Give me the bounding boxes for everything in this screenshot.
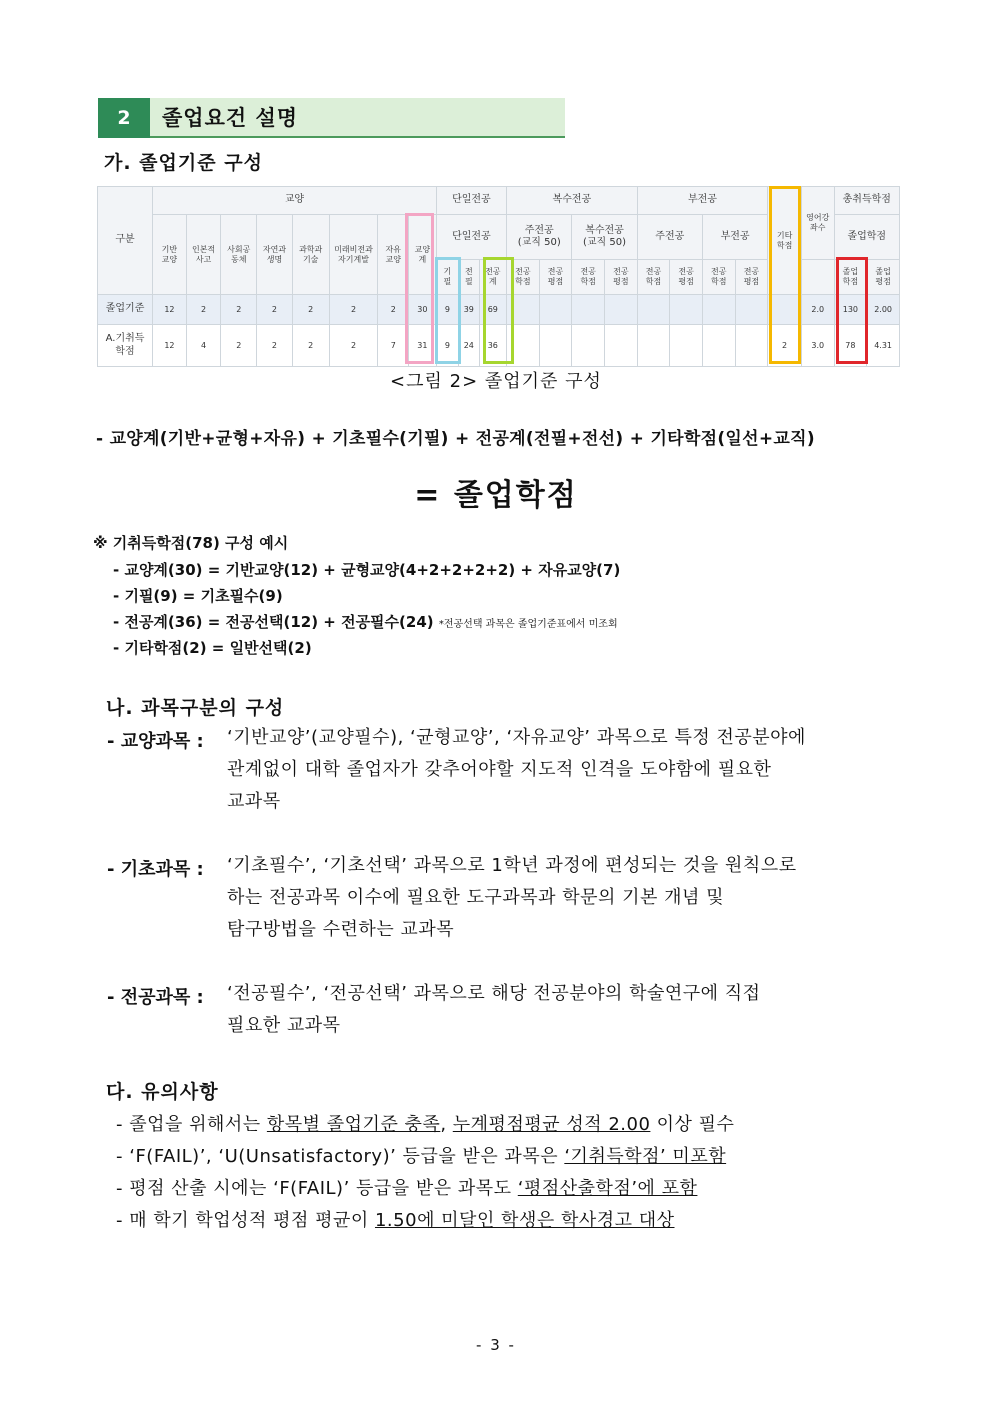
col-boksu-ju: 주전공 (교직 50) [507, 215, 572, 260]
table-cell [670, 295, 703, 325]
example-line-text: - 전공계(36) = 전공선택(12) + 전공필수(24) [113, 613, 434, 631]
example-line [113, 611, 618, 632]
table-cell: 24 [459, 325, 479, 367]
definition-line: ‘전공필수’, ‘전공선택’ 과목으로 해당 전공분야의 학술연구에 직접 [227, 983, 761, 1004]
table-cell: 7 [378, 325, 409, 367]
table-cell [572, 325, 605, 367]
header-gita: 기타 학점 [768, 187, 802, 295]
subsection-b-title: 나. 과목구분의 구성 [106, 697, 285, 719]
table-cell: 69 [479, 295, 507, 325]
caution-text: - 매 학기 학업성적 평점 평균이 [116, 1210, 375, 1231]
table-cell [605, 295, 638, 325]
definition-body [227, 850, 887, 946]
example-line: - 기필(9) = 기초필수(9) [113, 587, 283, 605]
definition-body [227, 978, 887, 1042]
definition-line: 교과목 [227, 791, 281, 812]
table-cell: 9 [436, 325, 458, 367]
table-cell: 130 [834, 295, 867, 325]
col-graduation-credit-sub: 졸업 학점 [834, 260, 867, 295]
col-major-gpa: 전공 평점 [605, 260, 638, 295]
col-english-blank [801, 260, 834, 295]
subsection-a-title: 가. 졸업기준 구성 [104, 152, 263, 174]
table-cell: 2 [329, 295, 378, 325]
col-gibangyoyang: 기반 교양 [153, 215, 187, 295]
caution-text: - 졸업을 위해서는 [116, 1114, 267, 1135]
example-title: ※ 기취득학점(78) 구성 예시 [93, 534, 289, 552]
table-cell [702, 295, 735, 325]
table-cell [572, 295, 605, 325]
table-cell [507, 325, 540, 367]
page-number: - 3 - [476, 1336, 516, 1354]
table-cell [637, 325, 670, 367]
col-jeonpil: 전 필 [459, 260, 479, 295]
table-cell: 12 [153, 295, 187, 325]
col-gwahak: 과학과 기술 [292, 215, 329, 295]
caution-line [116, 1110, 734, 1136]
section-header [98, 98, 565, 138]
col-bu-ju: 주전공 [637, 215, 702, 260]
table-cell [768, 295, 802, 325]
definition-line: 탐구방법을 수련하는 교과목 [227, 919, 455, 940]
definition-body [227, 722, 887, 818]
col-jayugyoyang: 자유 교양 [378, 215, 409, 295]
definition-label: - 전공과목 : [107, 987, 204, 1008]
col-major-gpa: 전공 평점 [670, 260, 703, 295]
table-cell: 2 [221, 325, 257, 367]
header-english: 영어강 좌수 [801, 187, 834, 260]
example-note: *전공선택 과목은 졸업기준표에서 미조회 [438, 619, 618, 630]
col-jeonggonggye: 전공 계 [479, 260, 507, 295]
definition-line: 관계없이 대학 졸업자가 갖추어야할 지도적 인격을 도야함에 필요한 [227, 759, 772, 780]
col-jayeon: 자연과 생명 [257, 215, 293, 295]
caution-line [116, 1206, 675, 1232]
table-cell: 2 [257, 295, 293, 325]
table-cell: 2.00 [867, 295, 900, 325]
caution-text: - 평점 산출 시에는 ‘F(FAIL)’ 등급을 받은 과목도 [116, 1178, 518, 1199]
header-total: 총취득학점 [834, 187, 899, 215]
col-major-gpa: 전공 평점 [539, 260, 572, 295]
header-bu: 부전공 [637, 187, 768, 215]
col-inbonjeok: 인본적 사고 [186, 215, 221, 295]
caution-line [116, 1142, 726, 1168]
table-cell: 3.0 [801, 325, 834, 367]
section-title: 졸업요건 설명 [150, 98, 565, 138]
caution-text: , [440, 1114, 453, 1135]
table-cell: 2.0 [801, 295, 834, 325]
col-gipil: 기 필 [436, 260, 458, 295]
table-cell: 2 [186, 295, 221, 325]
caution-underlined: 누계평점평균 성적 2.00 [452, 1114, 651, 1135]
figure-caption: <그림 2> 졸업기준 구성 [390, 371, 602, 392]
col-graduation-credit: 졸업학점 [834, 215, 899, 260]
col-graduation-gpa-sub: 졸업 평점 [867, 260, 900, 295]
table-cell [702, 325, 735, 367]
table-cell: 39 [459, 295, 479, 325]
subsection-c-title: 다. 유의사항 [106, 1081, 219, 1103]
header-boksu: 복수전공 [507, 187, 638, 215]
caution-line [116, 1174, 697, 1200]
col-major-gpa: 전공 평점 [735, 260, 768, 295]
definition-line: 필요한 교과목 [227, 1015, 341, 1036]
col-major-credit: 전공 학점 [572, 260, 605, 295]
table-cell [670, 325, 703, 367]
caution-underlined: 항목별 졸업기준 충족 [266, 1114, 441, 1135]
graduation-criteria-table [97, 186, 900, 367]
table-cell: 2 [221, 295, 257, 325]
table-cell: 36 [479, 325, 507, 367]
header-gubun: 구분 [98, 187, 153, 295]
table-cell: 4 [186, 325, 221, 367]
example-line: - 기타학점(2) = 일반선택(2) [113, 639, 312, 657]
caution-underlined: ‘기취득학점’ 미포함 [564, 1146, 727, 1167]
definition-label: - 기초과목 : [107, 859, 204, 880]
col-major-credit: 전공 학점 [507, 260, 540, 295]
definition-line: 하는 전공과목 이수에 필요한 도구과목과 학문의 기본 개념 및 [227, 887, 724, 908]
table-cell: 31 [409, 325, 437, 367]
table-cell [735, 295, 768, 325]
col-major-credit: 전공 학점 [702, 260, 735, 295]
col-gyoyanggye: 교양 계 [409, 215, 437, 295]
definition-line: ‘기반교양’(교양필수), ‘균형교양’, ‘자유교양’ 과목으로 특정 전공분야에 [227, 727, 806, 748]
table-cell [507, 295, 540, 325]
section-number: 2 [98, 98, 150, 138]
table-cell: 78 [834, 325, 867, 367]
table-cell: 30 [409, 295, 437, 325]
table-cell: 2 [257, 325, 293, 367]
caution-text: - ‘F(FAIL)’, ‘U(Unsatisfactory)’ 등급을 받은 과목은 [116, 1146, 565, 1167]
table-cell: 2 [329, 325, 378, 367]
col-danil-sub: 단일전공 [436, 215, 506, 260]
table-cell: 2 [768, 325, 802, 367]
caution-underlined: ‘평점산출학점’에 포함 [517, 1178, 698, 1199]
col-boksu-bok: 복수전공 (교직 50) [572, 215, 637, 260]
table-cell: 2 [292, 295, 329, 325]
col-mirae: 미래비전과 자기계발 [329, 215, 378, 295]
header-danil: 단일전공 [436, 187, 506, 215]
table-cell [539, 295, 572, 325]
definition-label: - 교양과목 : [107, 731, 204, 752]
col-sahoe: 사회공 동체 [221, 215, 257, 295]
col-major-credit: 전공 학점 [637, 260, 670, 295]
example-line: - 교양계(30) = 기반교양(12) + 균형교양(4+2+2+2+2) + 자유교양(7) [113, 561, 621, 579]
table-cell [637, 295, 670, 325]
table-cell: 12 [153, 325, 187, 367]
row-label: A.기취득 학점 [98, 325, 153, 367]
table-cell [605, 325, 638, 367]
table-cell [735, 325, 768, 367]
table-cell: 2 [292, 325, 329, 367]
row-label: 졸업기준 [98, 295, 153, 325]
table-row [98, 295, 900, 325]
caution-text: 이상 필수 [650, 1114, 735, 1135]
col-bu-bu: 부전공 [702, 215, 767, 260]
formula-result: = 졸업학점 [414, 478, 578, 513]
caution-underlined: 1.50에 미달인 학생은 학사경고 대상 [374, 1210, 675, 1231]
table-cell: 2 [378, 295, 409, 325]
table-cell [539, 325, 572, 367]
table-cell: 4.31 [867, 325, 900, 367]
table-cell: 9 [436, 295, 458, 325]
header-gyoyang: 교양 [153, 187, 437, 215]
table-row [98, 325, 900, 367]
credit-formula: - 교양계(기반+균형+자유) + 기초필수(기필) + 전공계(전필+전선) + 기타학점(일선+교직) [96, 429, 815, 449]
definition-line: ‘기초필수’, ‘기초선택’ 과목으로 1학년 과정에 편성되는 것을 원칙으로 [227, 855, 797, 876]
